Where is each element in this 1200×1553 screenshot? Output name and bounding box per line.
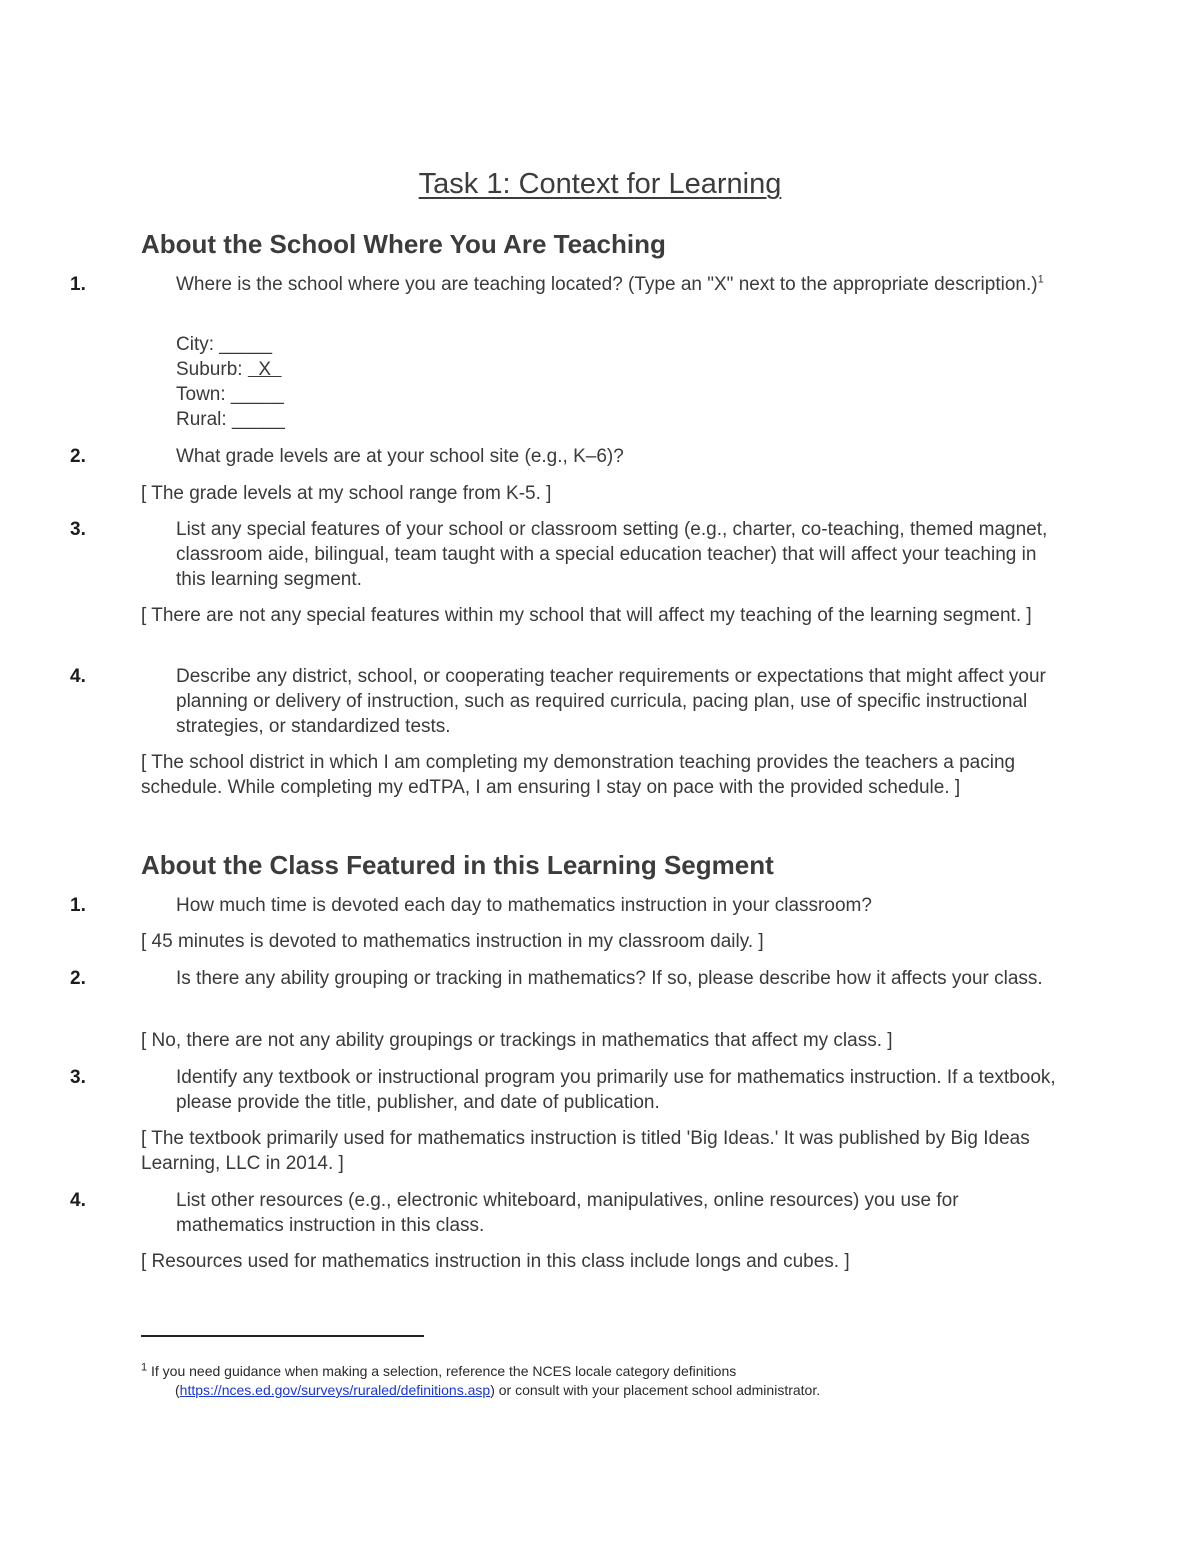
section-heading-class: About the Class Featured in this Learning Segment — [141, 850, 774, 880]
question-text: Describe any district, school, or cooperating teacher requirements or expectations that might affect your planning or delivery of instruction, such as required curricula, pacing plan, use of specific instructional strategies, or standardized tests. — [176, 666, 1046, 737]
option-label: Rural: — [176, 409, 227, 430]
answer-grade-levels[interactable]: [ The grade levels at my school range from K-5. ] — [141, 483, 552, 504]
footnote-text-after: ) or consult with your placement school administrator. — [490, 1382, 821, 1398]
question-number: 1. — [70, 895, 86, 916]
answer-ability-grouping[interactable]: [ No, there are not any ability groupings or trackings in mathematics that affect my class. ] — [141, 1030, 893, 1051]
location-options — [176, 332, 285, 432]
option-suburb — [176, 357, 285, 382]
nces-definitions-link[interactable]: https://nces.ed.gov/surveys/ruraled/definitions.asp — [179, 1382, 491, 1398]
footnote-text: If you need guidance when making a selection, reference the NCES locale category definitions — [151, 1363, 737, 1379]
question-number: 1. — [70, 274, 86, 295]
question-number: 4. — [70, 1190, 86, 1211]
question-text — [176, 272, 1066, 297]
option-value[interactable]: _____ — [219, 334, 273, 355]
footnote-line-2 — [141, 1381, 1041, 1400]
answer-special-features[interactable]: [ There are not any special features within my school that will affect my teaching of the learning segment. ] — [141, 605, 1032, 626]
question-text: Is there any ability grouping or tracking in mathematics? If so, please describe how it affects your class. — [176, 968, 1043, 989]
question-number: 2. — [70, 446, 86, 467]
question-text: What grade levels are at your school site (e.g., K–6)? — [176, 446, 624, 467]
question-number: 3. — [70, 1067, 86, 1088]
option-value[interactable]: _____ — [231, 409, 285, 430]
question-text: Identify any textbook or instructional program you primarily use for mathematics instruction. If a textbook, please provide the title, publisher, and date of publication. — [176, 1067, 1056, 1113]
question-text: How much time is devoted each day to mathematics instruction in your classroom? — [176, 895, 872, 916]
footnote-paren: ( — [175, 1382, 180, 1398]
question-number: 2. — [70, 968, 86, 989]
option-town — [176, 382, 285, 407]
option-city — [176, 332, 285, 357]
option-rural — [176, 407, 285, 432]
question-text: List other resources (e.g., electronic whiteboard, manipulatives, online resources) you use for mathematics instruction in this class. — [176, 1190, 959, 1236]
section-heading-school: About the School Where You Are Teaching — [141, 229, 666, 259]
answer-math-time[interactable]: [ 45 minutes is devoted to mathematics instruction in my classroom daily. ] — [141, 931, 764, 952]
question-text-body: Where is the school where you are teaching located? (Type an "X" next to the appropriate description.) — [176, 274, 1038, 295]
option-value[interactable]: _____ — [230, 384, 284, 405]
question-text: List any special features of your school or classroom setting (e.g., charter, co-teaching, themed magnet, classroom aide, bilingual, team taught with a special education teacher) that will affect your teaching in this learning segment. — [176, 519, 1048, 590]
answer-resources[interactable]: [ Resources used for mathematics instruction in this class include longs and cubes. ] — [141, 1251, 850, 1272]
option-value[interactable]: X — [247, 359, 282, 380]
footnote-marker: 1 — [141, 1361, 148, 1374]
option-label: Town: — [176, 384, 226, 405]
answer-requirements[interactable]: [ The school district in which I am completing my demonstration teaching provides the teachers a pacing schedule. While completing my edTPA, I am ensuring I stay on pace with the provided schedule. ] — [141, 752, 1016, 798]
option-label: Suburb: — [176, 359, 243, 380]
answer-textbook[interactable]: [ The textbook primarily used for mathematics instruction is titled 'Big Ideas.' It was published by Big Ideas Learning, LLC in 2014. ] — [141, 1128, 1030, 1174]
question-number: 4. — [70, 666, 86, 687]
page-title: Task 1: Context for Learning — [418, 168, 782, 200]
question-number: 3. — [70, 519, 86, 540]
footnote-reference[interactable]: 1 — [1037, 273, 1044, 286]
footnote — [141, 1362, 1041, 1400]
footnote-separator — [141, 1335, 424, 1337]
footnote-line-1 — [141, 1362, 1041, 1381]
option-label: City: — [176, 334, 214, 355]
